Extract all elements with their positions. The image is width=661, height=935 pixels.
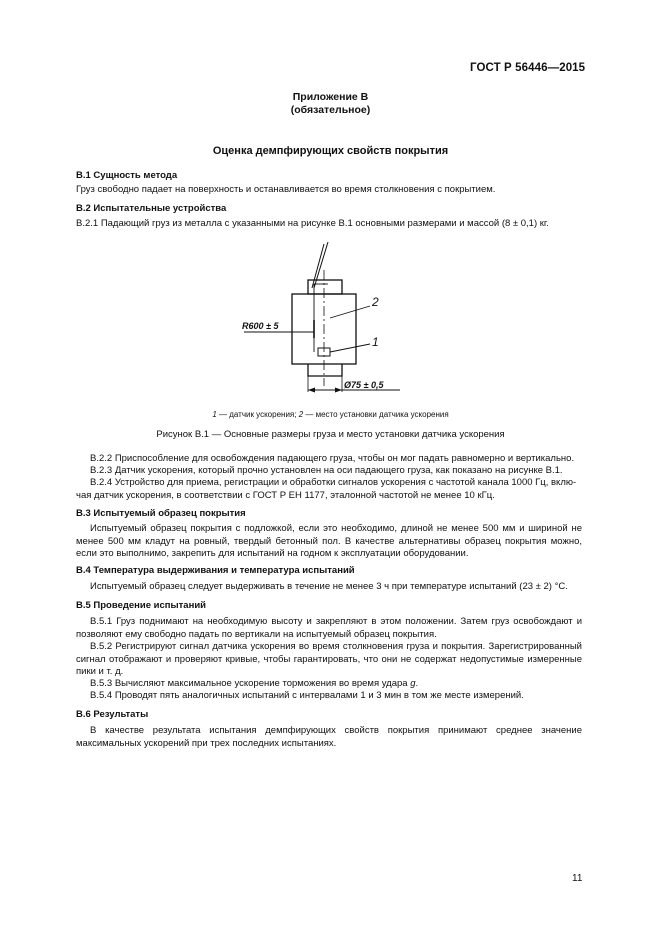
callout-2-leader xyxy=(330,306,370,318)
section-b5-p2: В.5.2 Регистрируют сигнал датчика ускорения во время столкновения груза и покрытия. Зарегистрированный сигнал отображают и проверяют кривые, чтобы гарантировать, что они не содержат недопустимые измеренные пики и т. д. xyxy=(76,641,582,678)
section-b5-p3-end: . xyxy=(415,678,419,689)
section-b5-p3 xyxy=(76,678,582,691)
section-b5-heading: В.5 Проведение испытаний xyxy=(76,600,206,611)
weight-bottom-foot xyxy=(308,364,342,376)
section-b5-p3-text: В.5.3 Вычисляют максимальное ускорение торможения во время удара xyxy=(90,678,408,689)
diameter-dimension-label: Ø75 ± 0,5 xyxy=(344,380,384,390)
section-b1-heading: В.1 Сущность метода xyxy=(76,170,178,181)
annex-heading xyxy=(0,91,661,117)
section-b4-text: Испытуемый образец следует выдерживать в течение не менее 3 ч при температуре испытаний (23 ± 2) °С. xyxy=(90,581,568,592)
section-b2-p1: В.2.1 Падающий груз из металла с указанными на рисунке В.1 основными размерами и массой (8 ± 0,1) кг. xyxy=(76,218,549,229)
section-b3-text: Испытуемый образец покрытия с подложкой, если это необходимо, длиной не менее 500 мм и шириной не менее 500 мм кладут на ровный, твердый бетонный пол. В качестве альтернативы образец покрытия можно, если это выполнимо, закрепить для испытаний на годном к эксплуатации оборудовании. xyxy=(76,523,582,560)
section-b2-heading: В.2 Испытательные устройства xyxy=(76,203,227,214)
radius-dimension-label: R600 ± 5 xyxy=(242,321,279,331)
section-b1-text: Груз свободно падает на поверхность и останавливается во время столкновения с покрытием. xyxy=(76,184,496,195)
section-b6-heading: В.6 Результаты xyxy=(76,709,149,720)
callout-1-leader xyxy=(330,344,370,352)
section-b2-p4 xyxy=(76,477,582,502)
annex-title: Приложение В xyxy=(292,91,369,103)
section-b2-p4-line2: чая датчик ускорения, в соответствии с ГОСТ Р ЕН 1177, эталонной частотой не менее 10 кГц. xyxy=(76,489,495,501)
section-b2-p4-line1: В.2.4 Устройство для приема, регистрации и обработки сигналов ускорения с частотой канала 1000 Гц, вклю- xyxy=(90,477,577,488)
figure-caption: Рисунок В.1 — Основные размеры груза и место установки датчика ускорения xyxy=(156,429,505,440)
section-b2-p3: В.2.3 Датчик ускорения, который прочно установлен на оси падающего груза, как показано на рисунке В.1. xyxy=(90,465,563,476)
annex-status: (обязательное) xyxy=(290,104,371,116)
section-b6-text: В качестве результата испытания демпфирующих свойств покрытия принимают среднее значение максимальных ускорений при трех последних испытаниях. xyxy=(76,725,582,749)
document-code: ГОСТ Р 56446—2015 xyxy=(470,62,586,74)
callout-1: 1 xyxy=(372,335,379,349)
figure-legend xyxy=(0,410,661,419)
section-b4-heading: В.4 Температура выдерживания и температура испытаний xyxy=(76,565,355,576)
callout-2: 2 xyxy=(372,295,379,309)
figure-drop-weight xyxy=(230,240,430,405)
legend-number-1: 1 xyxy=(212,410,217,419)
section-b2-p2: В.2.2 Приспособление для освобождения падающего груза, чтобы он мог падать равномерно и вертикально. xyxy=(90,453,575,464)
section-b5-p4: В.5.4 Проводят пять аналогичных испытаний с интервалами 1 и 3 мин в том же месте измерений. xyxy=(90,690,524,701)
annex-document-title: Оценка демпфирующих свойств покрытия xyxy=(212,145,449,157)
legend-text-2: — место установки датчика ускорения xyxy=(303,410,449,419)
page-number: 11 xyxy=(572,873,583,884)
legend-number-2: 2 xyxy=(298,410,304,419)
acceleration-symbol: g xyxy=(410,678,416,689)
legend-text-1: — датчик ускорения; xyxy=(216,410,299,419)
section-b3-heading: В.3 Испытуемый образец покрытия xyxy=(76,508,246,519)
section-b5-p1: В.5.1 Груз поднимают на необходимую высоту и закрепляют в этом положении. Затем груз освобождают и позволяют ему свободно падать по вертикали на испытуемый образец покрытия. xyxy=(76,616,582,640)
